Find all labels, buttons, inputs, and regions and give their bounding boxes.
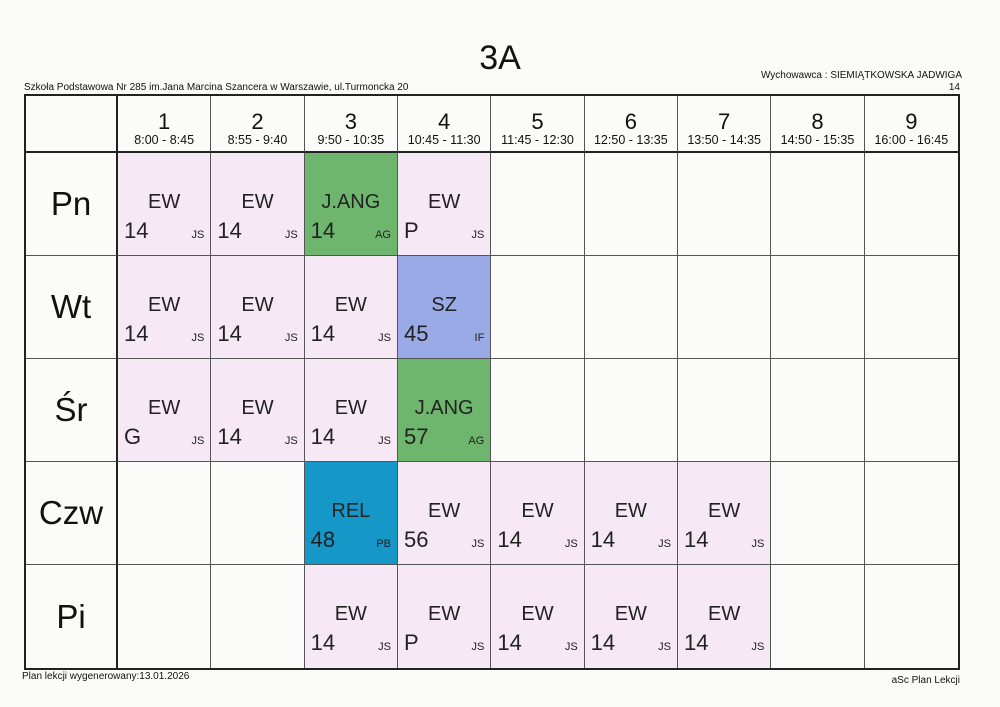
empty-slot bbox=[678, 256, 771, 359]
lesson-room: P bbox=[404, 218, 419, 243]
lesson-room: 57 bbox=[404, 424, 429, 449]
lesson-room: 56 bbox=[404, 527, 429, 552]
lesson-cell[interactable] bbox=[118, 256, 211, 359]
lesson-room: 14 bbox=[590, 630, 616, 655]
lesson-subject: EW bbox=[428, 500, 461, 522]
lesson-cell[interactable] bbox=[305, 565, 398, 668]
lesson-subject: EW bbox=[334, 294, 367, 316]
empty-slot bbox=[585, 359, 678, 462]
period-number: 8 bbox=[811, 109, 824, 134]
lesson-room: 48 bbox=[310, 527, 336, 552]
lesson-room: 14 bbox=[124, 218, 149, 243]
lesson-cell[interactable] bbox=[398, 462, 491, 565]
period-header bbox=[398, 96, 491, 153]
lesson-subject: EW bbox=[521, 603, 554, 625]
lesson-subject: EW bbox=[428, 191, 461, 213]
lesson-subject: EW bbox=[241, 397, 274, 419]
period-header bbox=[491, 96, 584, 153]
lesson-room: 14 bbox=[310, 630, 336, 655]
empty-slot bbox=[585, 256, 678, 359]
lesson-cell[interactable] bbox=[118, 359, 211, 462]
lesson-teacher: JS bbox=[284, 435, 298, 447]
lesson-teacher: JS bbox=[191, 332, 205, 344]
empty-slot bbox=[771, 359, 864, 462]
empty-slot bbox=[865, 462, 958, 565]
lesson-subject: SZ bbox=[431, 294, 457, 316]
lesson-subject: EW bbox=[614, 603, 647, 625]
lesson-teacher: JS bbox=[378, 332, 391, 344]
period-header bbox=[211, 96, 304, 153]
empty-slot bbox=[771, 256, 864, 359]
period-time: 16:00 - 16:45 bbox=[874, 133, 949, 147]
period-time: 11:45 - 12:30 bbox=[501, 133, 574, 147]
lesson-cell[interactable] bbox=[305, 256, 398, 359]
lesson-cell[interactable] bbox=[305, 462, 398, 565]
empty-slot bbox=[678, 153, 771, 256]
period-time: 8:55 - 9:40 bbox=[227, 133, 288, 147]
lesson-teacher: JS bbox=[658, 641, 671, 653]
software-name: aSc Plan Lekcji bbox=[891, 675, 960, 686]
empty-slot bbox=[865, 256, 958, 359]
lesson-room: 14 bbox=[124, 321, 149, 346]
lesson-room: 14 bbox=[310, 218, 336, 243]
lesson-teacher: JS bbox=[284, 229, 298, 241]
lesson-teacher: JS bbox=[658, 538, 671, 550]
period-number: 4 bbox=[438, 109, 451, 134]
lesson-subject: EW bbox=[241, 294, 274, 316]
lesson-cell[interactable] bbox=[305, 153, 398, 256]
period-number: 9 bbox=[905, 109, 918, 134]
lesson-subject: EW bbox=[708, 500, 741, 522]
lesson-room: 14 bbox=[217, 321, 242, 346]
lesson-subject: EW bbox=[521, 500, 554, 522]
lesson-cell[interactable] bbox=[305, 359, 398, 462]
lesson-cell[interactable] bbox=[585, 565, 678, 668]
period-number: 3 bbox=[344, 109, 357, 134]
lesson-cell[interactable] bbox=[398, 565, 491, 668]
empty-slot bbox=[118, 565, 211, 668]
lesson-cell[interactable] bbox=[678, 565, 771, 668]
empty-slot bbox=[865, 565, 958, 668]
empty-slot bbox=[211, 462, 304, 565]
lesson-teacher: AG bbox=[375, 229, 391, 241]
lesson-teacher: JS bbox=[471, 641, 485, 653]
lesson-room: 14 bbox=[310, 321, 336, 346]
lesson-teacher: AG bbox=[468, 435, 485, 447]
lesson-subject: EW bbox=[614, 500, 647, 522]
lesson-subject: EW bbox=[428, 603, 461, 625]
lesson-teacher: JS bbox=[378, 435, 391, 447]
lesson-room: 14 bbox=[497, 527, 522, 552]
period-header bbox=[678, 96, 771, 153]
lesson-room: G bbox=[124, 424, 142, 449]
empty-slot bbox=[491, 256, 584, 359]
period-header bbox=[771, 96, 864, 153]
lesson-teacher: JS bbox=[378, 641, 391, 653]
period-time: 12:50 - 13:35 bbox=[593, 133, 668, 147]
lesson-subject: EW bbox=[148, 294, 181, 316]
period-number: 7 bbox=[718, 109, 731, 134]
lesson-subject: EW bbox=[148, 191, 181, 213]
day-label: Czw bbox=[26, 462, 118, 565]
period-number: 1 bbox=[158, 109, 171, 134]
day-label: Śr bbox=[26, 359, 118, 462]
period-number: 2 bbox=[251, 109, 264, 134]
lesson-cell[interactable] bbox=[678, 462, 771, 565]
timetable-grid bbox=[24, 94, 960, 670]
grid-corner bbox=[26, 96, 118, 153]
lesson-teacher: JS bbox=[471, 229, 485, 241]
lesson-teacher: JS bbox=[284, 332, 298, 344]
lesson-cell[interactable] bbox=[491, 565, 584, 668]
lesson-cell[interactable] bbox=[491, 462, 584, 565]
empty-slot bbox=[491, 359, 584, 462]
period-header bbox=[585, 96, 678, 153]
period-time: 9:50 - 10:35 bbox=[317, 133, 385, 147]
lesson-teacher: JS bbox=[564, 641, 578, 653]
empty-slot bbox=[771, 462, 864, 565]
lesson-cell[interactable] bbox=[211, 359, 304, 462]
lesson-teacher: JS bbox=[191, 229, 205, 241]
lesson-teacher: JS bbox=[751, 641, 765, 653]
period-header bbox=[865, 96, 958, 153]
lesson-teacher: JS bbox=[751, 538, 765, 550]
lesson-subject: EW bbox=[334, 603, 367, 625]
lesson-subject: EW bbox=[148, 397, 181, 419]
homeroom-teacher: Wychowawca : SIEMIĄTKOWSKA JADWIGA bbox=[760, 70, 962, 81]
period-time: 10:45 - 11:30 bbox=[407, 133, 481, 147]
period-time: 13:50 - 14:35 bbox=[687, 133, 761, 147]
period-header bbox=[118, 96, 211, 153]
day-label: Pn bbox=[26, 153, 118, 256]
lesson-teacher: JS bbox=[564, 538, 578, 550]
lesson-room: 14 bbox=[497, 630, 522, 655]
lesson-subject: EW bbox=[708, 603, 741, 625]
lesson-cell[interactable] bbox=[398, 256, 491, 359]
lesson-cell[interactable] bbox=[211, 153, 304, 256]
lesson-subject: J.ANG bbox=[321, 191, 381, 213]
period-number: 6 bbox=[624, 109, 637, 134]
period-time: 14:50 - 15:35 bbox=[780, 133, 855, 147]
lesson-cell[interactable] bbox=[398, 153, 491, 256]
empty-slot bbox=[865, 153, 958, 256]
school-name: Szkoła Podstawowa Nr 285 im.Jana Marcina Szancera w Warszawie, ul.Turmoncka 20 bbox=[24, 82, 409, 93]
period-number: 5 bbox=[531, 109, 544, 134]
empty-slot bbox=[118, 462, 211, 565]
lesson-subject: J.ANG bbox=[414, 397, 474, 419]
lesson-subject: EW bbox=[334, 397, 367, 419]
period-header bbox=[305, 96, 398, 153]
lesson-cell[interactable] bbox=[118, 153, 211, 256]
lesson-cell[interactable] bbox=[211, 256, 304, 359]
lesson-subject: EW bbox=[241, 191, 274, 213]
class-title: 3A bbox=[479, 39, 521, 77]
lesson-teacher: PB bbox=[376, 538, 391, 550]
empty-slot bbox=[771, 153, 864, 256]
generated-date: Plan lekcji wygenerowany:13.01.2026 bbox=[22, 671, 190, 682]
lesson-room: 14 bbox=[217, 218, 242, 243]
lesson-subject: REL bbox=[331, 500, 371, 522]
lesson-cell[interactable] bbox=[398, 359, 491, 462]
lesson-room: 14 bbox=[684, 630, 709, 655]
period-time: 8:00 - 8:45 bbox=[134, 133, 195, 147]
empty-slot bbox=[211, 565, 304, 668]
lesson-room: P bbox=[404, 630, 419, 655]
lesson-room: 14 bbox=[310, 424, 336, 449]
day-label: Pi bbox=[26, 565, 118, 668]
empty-slot bbox=[865, 359, 958, 462]
lesson-teacher: JS bbox=[471, 538, 485, 550]
empty-slot bbox=[491, 153, 584, 256]
empty-slot bbox=[678, 359, 771, 462]
empty-slot bbox=[771, 565, 864, 668]
lesson-room: 14 bbox=[684, 527, 709, 552]
lesson-teacher: IF bbox=[474, 332, 485, 344]
lesson-room: 14 bbox=[217, 424, 242, 449]
page-number: 14 bbox=[948, 82, 960, 93]
lesson-room: 45 bbox=[404, 321, 429, 346]
lesson-teacher: JS bbox=[191, 435, 205, 447]
lesson-room: 14 bbox=[590, 527, 616, 552]
day-label: Wt bbox=[26, 256, 118, 359]
lesson-cell[interactable] bbox=[585, 462, 678, 565]
empty-slot bbox=[585, 153, 678, 256]
